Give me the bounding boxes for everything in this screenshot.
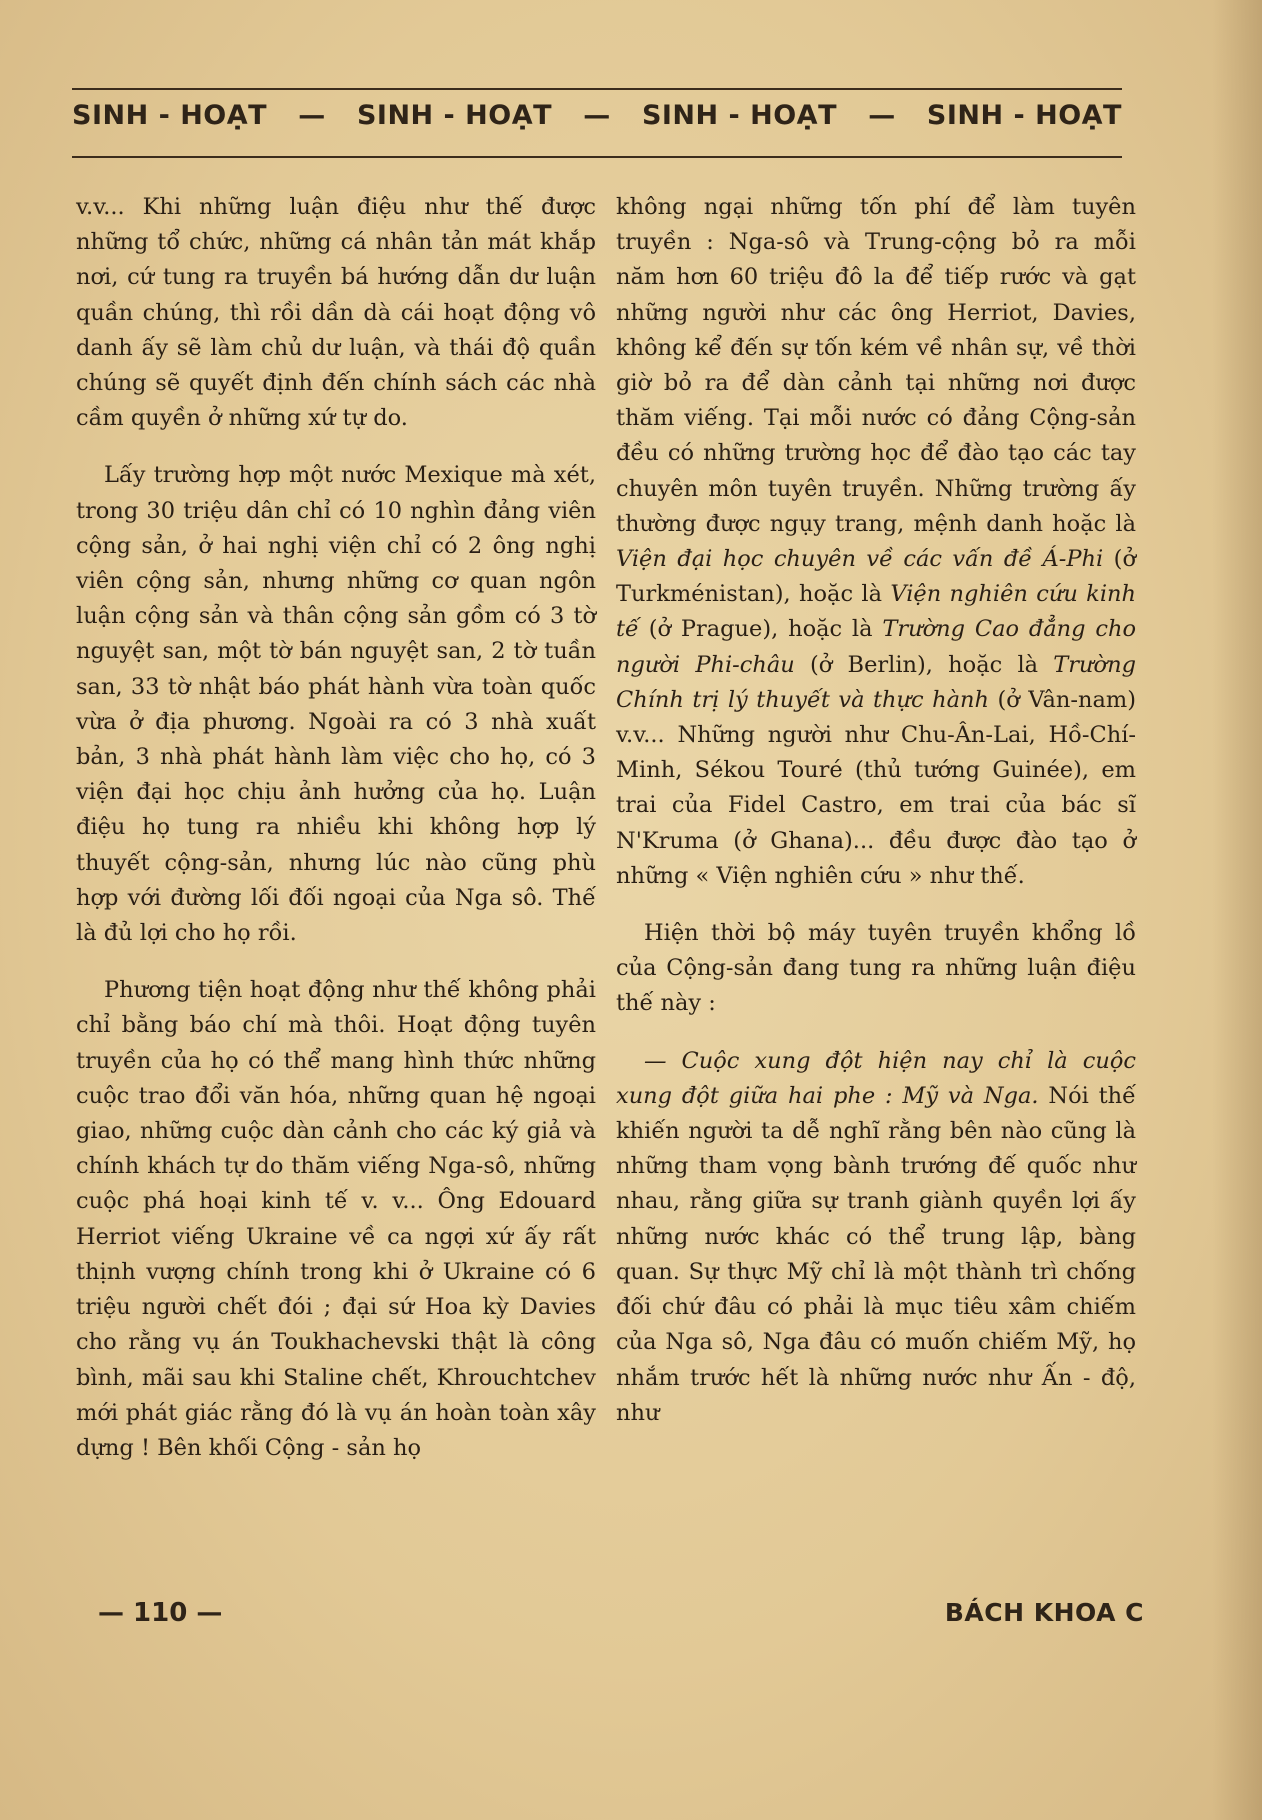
header-rule-top [72, 88, 1122, 90]
left-column [76, 190, 596, 1580]
italic-institution: Viện nghiên cứu kinh tế [616, 581, 1136, 643]
italic-institution: Trường Cao đẳng cho người Phi-châu [616, 616, 1136, 678]
paragraph: Phương tiện hoạt động như thế không phải chỉ bằng báo chí mà thôi. Hoạt động tuyên truyền của họ có thể mang hình thức những cuộc trao đổi văn hóa, những quan hệ ngoại giao, những cuộc dàn cảnh cho các ký giả và chính khách tự do thăm viếng Nga-sô, những cuộc phá hoại kinh tế v. v... Ông Edouard Herriot viếng Ukraine về ca ngợi xứ ấy rất thịnh vượng chính trong khi ở Ukraine có 6 triệu người chết đói ; đại sứ Hoa kỳ Davies cho rằng vụ án Toukhachevski thật là công bình, mãi sau khi Staline chết, Khrouchtchev mới phát giác rằng đó là vụ án hoàn toàn xây dựng ! Bên khối Cộng - sản họ [76, 977, 596, 1461]
italic-institution: Trường Chính trị lý thuyết và thực hành [616, 651, 1136, 713]
page-number: — 110 — [98, 1598, 223, 1628]
header-title-4: SINH - HOẠT [926, 100, 1122, 131]
text-run: Nói thế khiến người ta dễ nghĩ rằng bên nào cũng là những tham vọng bành trướng đế quốc như nhau, rằng giữa sự tranh giành quyền lợi ấy những nước khác có thể trung lập, bàng quan. Sự thực Mỹ chỉ là một thành trì chống đối chứ đâu có phải là mục tiêu xâm chiếm của Nga sô, Nga đâu có muốn chiếm Mỹ, họ nhắm trước hết là những nước như Ấn - độ, như [616, 1082, 1136, 1426]
text-run: không ngại những tốn phí để làm tuyên truyền : Nga-sô và Trung-cộng bỏ ra mỗi năm hơn 60 triệu đô la để tiếp rước và gạt những người như các ông Herriot, Davies, không kể đến sự tốn kém về nhân sự, về thời giờ bỏ ra để dàn cảnh tại những nơi được thăm viếng. Tại mỗi nước có đảng Cộng-sản đều có những trường học để đào tạo các tay chuyên môn tuyên truyền. Những trường ấy thường được ngụy trang, mệnh danh hoặc là [616, 194, 1136, 537]
paragraph: Hiện thời bộ máy tuyên truyền khổng lồ của Cộng-sản đang tung ra những luận điệu thế này : [616, 920, 1136, 1017]
paragraph: v.v... Khi những luận điệu như thế được những tổ chức, những cá nhân tản mát khắp nơi, cứ tung ra truyền bá hướng dẫn dư luận quần chúng, thì rồi dần dà cái hoạt động vô danh ấy sẽ làm chủ dư luận, và thái độ quần chúng sẽ quyết định đến chính sách các nhà cầm quyền ở những xứ tự do. [76, 194, 596, 432]
text-run: (ở Prague), hoặc là [648, 616, 873, 643]
header-rule-bottom [72, 156, 1122, 158]
header-titles [72, 100, 1122, 131]
right-column [616, 190, 1136, 1580]
paragraph [616, 1044, 1136, 1431]
header-separator-3: — [868, 100, 896, 131]
article-body [76, 190, 1136, 1580]
header-separator-1: — [298, 100, 326, 131]
header-title-3: SINH - HOẠT [641, 100, 837, 131]
italic-institution: Viện đại học chuyên về các vấn đề Á-Phi [616, 546, 1104, 573]
running-header [72, 88, 1122, 158]
text-run: (ở Turkménistan), hoặc là [616, 546, 1136, 608]
header-separator-2: — [583, 100, 611, 131]
header-title-1: SINH - HOẠT [72, 100, 268, 131]
paragraph [616, 190, 1136, 894]
text-run: (ở Vân-nam) v.v... Những người như Chu-Ân-Lai, Hồ-Chí-Minh, Sékou Touré (thủ tướng Guinée), em trai của Fidel Castro, em trai của bác sĩ N'Kruma (ở Ghana)... đều được đào tạo ở những « Viện nghiên cứu » như thế. [616, 686, 1137, 889]
italic-quote: — Cuộc xung đột hiện nay chỉ là cuộc xung đột giữa hai phe : Mỹ và Nga. [616, 1047, 1136, 1109]
page-edge-shadow [1212, 0, 1262, 1820]
page-footer [98, 1598, 1144, 1638]
text-run: (ở Berlin), hoặc là [810, 651, 1039, 678]
magazine-name: BÁCH KHOA C [944, 1598, 1144, 1627]
header-title-2: SINH - HOẠT [356, 100, 553, 131]
paragraph: Lấy trường hợp một nước Mexique mà xét, trong 30 triệu dân chỉ có 10 nghìn đảng viên cộng sản, ở hai nghị viện chỉ có 2 ông nghị viên cộng sản, nhưng những cơ quan ngôn luận cộng sản và thân cộng sản gồm có 3 tờ nguyệt san, một tờ bán nguyệt san, 2 tờ tuần san, 33 tờ nhật báo phát hành vừa toàn quốc vừa ở địa phương. Ngoài ra có 3 nhà xuất bản, 3 nhà phát hành làm việc cho họ, có 3 viện đại học chịu ảnh hưởng của họ. Luận điệu họ tung ra nhiều khi không hợp lý thuyết cộng-sản, nhưng lúc nào cũng phù hợp với đường lối đối ngoại của Nga sô. Thế là đủ lợi cho họ rồi. [76, 462, 596, 947]
